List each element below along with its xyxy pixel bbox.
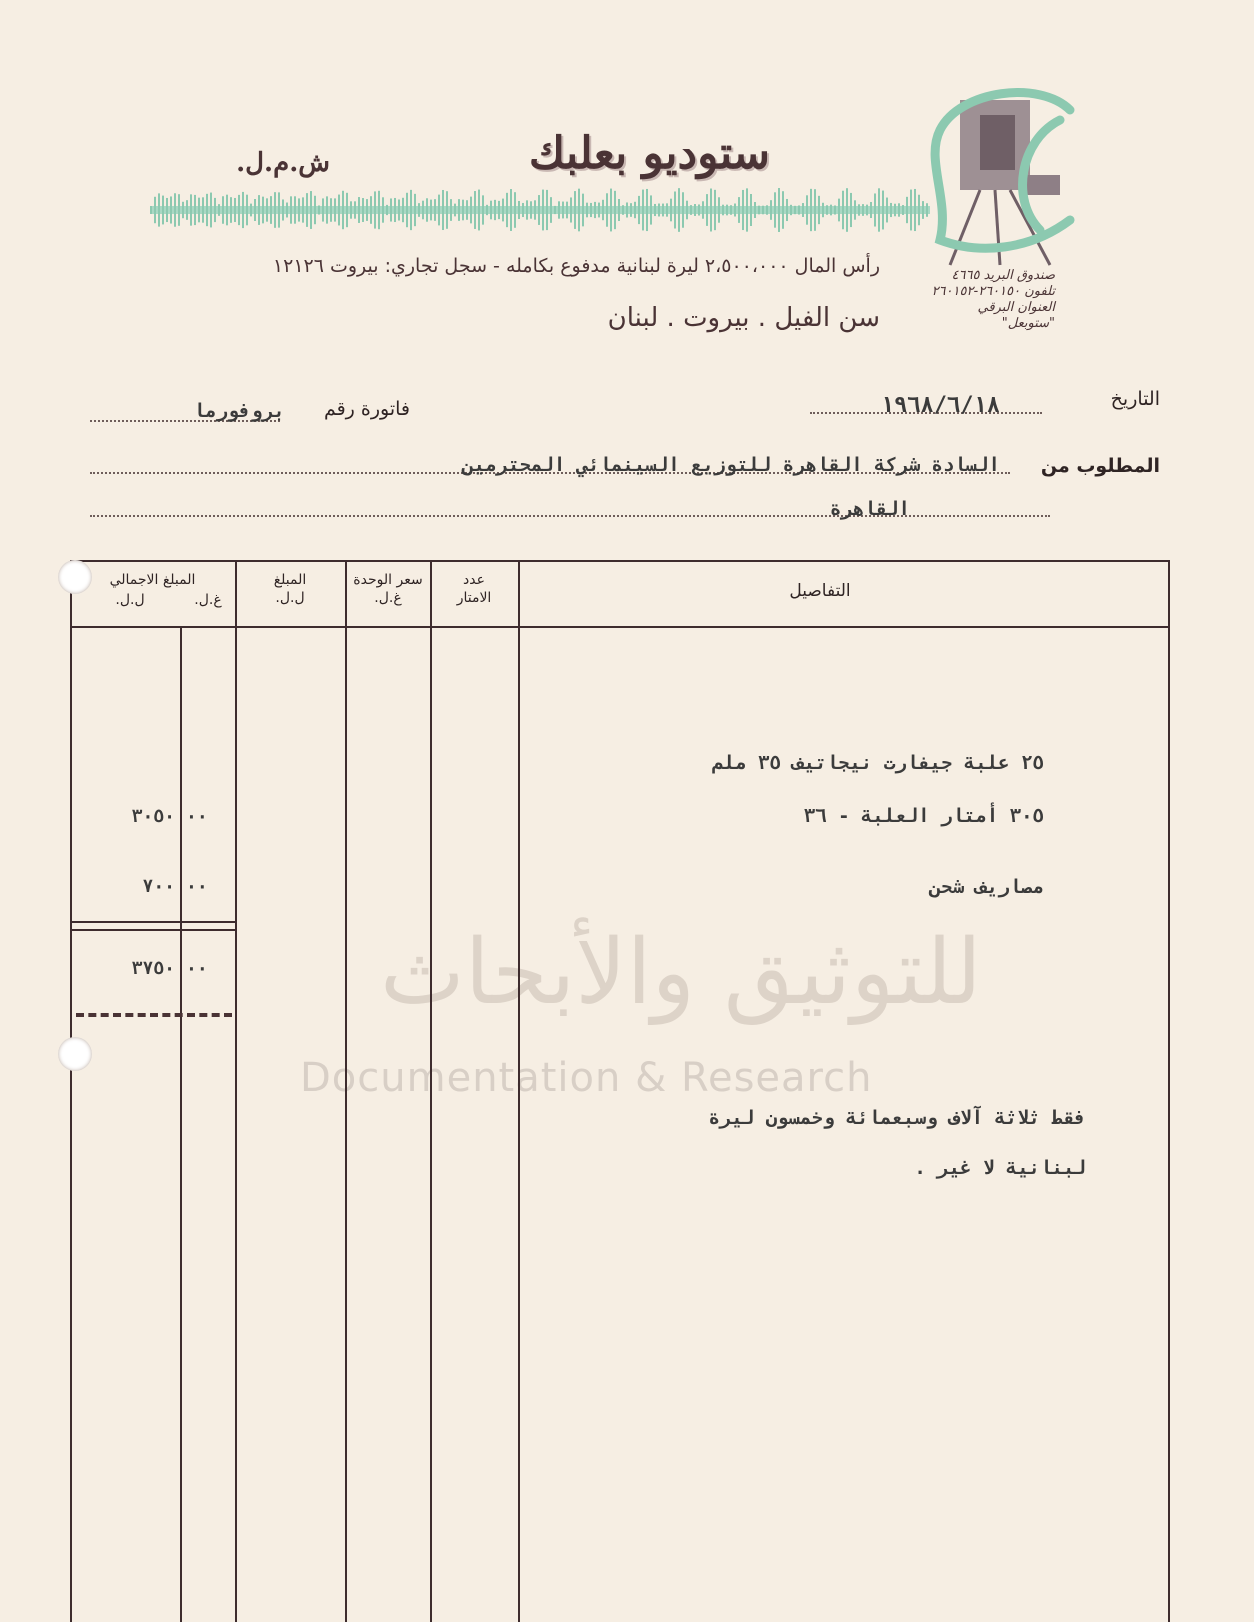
soundwave-bar (726, 205, 728, 216)
soundwave-bar (218, 204, 220, 216)
soundwave-bar (350, 201, 352, 218)
soundwave-bar (682, 192, 684, 227)
soundwave-bar (422, 201, 424, 220)
soundwave-bar (562, 202, 564, 219)
soundwave-bar (654, 204, 656, 216)
soundwave-bar (902, 205, 904, 215)
soundwave-bar (774, 192, 776, 227)
pobox-line: صندوق البريد ٤٦٦٥ (951, 268, 1055, 283)
soundwave-bar (178, 194, 180, 226)
soundwave-bar (510, 189, 512, 231)
soundwave-bar (718, 197, 720, 222)
soundwave-bar (878, 188, 880, 231)
soundwave-bar (826, 205, 828, 215)
soundwave-bar (270, 196, 272, 224)
soundwave-bar (742, 190, 744, 230)
row-amount-gl: ٠٠ (186, 876, 208, 897)
soundwave-bar (234, 198, 236, 222)
punch-hole (58, 1037, 92, 1071)
telegraph-line: العنوان البرقي "ستوبعل" (977, 300, 1055, 331)
soundwave-bar (170, 196, 172, 223)
soundwave-bar (890, 203, 892, 217)
soundwave-bar (474, 191, 476, 229)
soundwave-bar (798, 205, 800, 214)
soundwave-bar (646, 189, 648, 231)
soundwave-bar (274, 192, 276, 228)
soundwave-bar (530, 201, 532, 218)
contact-block (925, 268, 1055, 332)
soundwave-bar (658, 204, 660, 217)
soundwave-bar (706, 194, 708, 226)
soundwave-bar (614, 191, 616, 229)
soundwave-bar (326, 196, 328, 223)
soundwave-bar (250, 204, 252, 217)
row-amount-gl: ٠٠ (186, 806, 208, 827)
soundwave-bar (554, 206, 556, 214)
soundwave-bar (610, 189, 612, 232)
soundwave-bar (882, 191, 884, 230)
soundwave-bar (378, 191, 380, 229)
column-header-unit-price (347, 571, 429, 607)
soundwave-bar (810, 189, 812, 231)
soundwave-bar (874, 193, 876, 226)
table-left-border (70, 560, 72, 1622)
soundwave-bar (450, 199, 452, 221)
soundwave-bar (310, 191, 312, 229)
recipient-city: القاهرة (829, 498, 910, 520)
meters-header-line1: عدد (463, 572, 485, 588)
soundwave-bar (502, 199, 504, 222)
soundwave-bar (374, 191, 376, 228)
watermark-english: Documentation & Research (300, 1055, 873, 1101)
soundwave-bar (886, 198, 888, 223)
total-amount-ll: ٣٧٥٠ (131, 958, 175, 979)
amount-header-line2: ل.ل. (275, 590, 305, 606)
soundwave-bar (338, 195, 340, 226)
detail-line: مصاريف شحن (929, 876, 1044, 898)
soundwave-graphic (150, 170, 930, 250)
soundwave-bar (794, 206, 796, 214)
soundwave-bar (898, 203, 900, 216)
soundwave-bar (598, 203, 600, 218)
soundwave-bar (790, 205, 792, 215)
soundwave-bar (398, 199, 400, 220)
soundwave-bar (478, 190, 480, 231)
soundwave-bar (866, 205, 868, 216)
company-suffix: ش.م.ل. (236, 148, 330, 178)
soundwave-bar (354, 201, 356, 218)
soundwave-bar (454, 204, 456, 217)
soundwave-bar (842, 191, 844, 230)
soundwave-bar (278, 192, 280, 227)
soundwave-bar (438, 195, 440, 226)
soundwave-bar (770, 200, 772, 220)
soundwave-bar (570, 197, 572, 222)
soundwave-bar (714, 190, 716, 230)
soundwave-bar (722, 205, 724, 216)
column-divider-meters (430, 560, 432, 1622)
soundwave-bar (678, 188, 680, 232)
soundwave-bar (638, 196, 640, 224)
soundwave-bar (822, 203, 824, 217)
soundwave-bar (434, 199, 436, 221)
soundwave-bar (346, 193, 348, 227)
soundwave-bar (710, 189, 712, 232)
soundwave-bar (594, 202, 596, 218)
soundwave-bar (342, 191, 344, 229)
column-header-details: التفاصيل (789, 581, 851, 601)
soundwave-bar (330, 198, 332, 222)
date-value: ١٩٦٨/٦/١٨ (880, 393, 1000, 418)
soundwave-bar (914, 189, 916, 231)
soundwave-bar (266, 198, 268, 221)
soundwave-bar (290, 196, 292, 223)
soundwave-bar (466, 200, 468, 220)
soundwave-bar (806, 195, 808, 224)
soundwave-bar (782, 191, 784, 229)
soundwave-bar (846, 188, 848, 232)
soundwave-bar (750, 194, 752, 226)
soundwave-bar (246, 195, 248, 226)
soundwave-bar (258, 195, 260, 225)
soundwave-bar (870, 202, 872, 218)
soundwave-bar (662, 204, 664, 217)
soundwave-bar (762, 206, 764, 215)
soundwave-bar (578, 189, 580, 232)
soundwave-bar (254, 199, 256, 221)
phone-line: تلفون ٢٦٠١٥٠-٢٦٠١٥٢ (931, 284, 1055, 299)
soundwave-bar (418, 203, 420, 217)
soundwave-bar (910, 190, 912, 231)
date-label: التاريخ (1110, 388, 1160, 410)
table-right-border (1168, 560, 1170, 1622)
soundwave-bar (538, 195, 540, 225)
soundwave-bar (894, 204, 896, 217)
soundwave-bar (818, 196, 820, 224)
soundwave-bar (626, 202, 628, 217)
soundwave-bar (618, 199, 620, 221)
soundwave-bar (162, 196, 164, 225)
soundwave-bar (506, 193, 508, 227)
soundwave-bar (550, 197, 552, 223)
invoice-number-label: فاتورة رقم (323, 398, 410, 420)
soundwave-bar (862, 204, 864, 216)
total-subheader-gl: غ.ل. (194, 592, 222, 608)
soundwave-bar (518, 201, 520, 219)
soundwave-bar (702, 201, 704, 218)
soundwave-bar (182, 202, 184, 218)
soundwave-bar (358, 197, 360, 223)
soundwave-bar (426, 198, 428, 221)
soundwave-bar (526, 200, 528, 219)
soundwave-bar (802, 203, 804, 217)
soundwave-bar (190, 194, 192, 225)
soundwave-bar (522, 203, 524, 217)
soundwave-bar (286, 203, 288, 218)
invoice-number-value: بروفورما (193, 400, 285, 422)
soundwave-bar (834, 205, 836, 214)
soundwave-bar (642, 190, 644, 231)
soundwave-bar (194, 195, 196, 225)
soundwave-bar (458, 199, 460, 221)
amount-in-words-line: فقط ثلاثة آلاف وسبعمائة وخمسون ليرة (708, 1107, 1086, 1129)
unit-price-header-line1: سعر الوحدة (353, 572, 423, 588)
soundwave-bar (306, 193, 308, 227)
soundwave-bar (386, 205, 388, 215)
soundwave-bar (786, 199, 788, 221)
soundwave-bar (430, 200, 432, 221)
soundwave-bar (322, 198, 324, 221)
soundwave-bar (382, 197, 384, 222)
soundwave-bar (214, 198, 216, 222)
soundwave-bar (606, 193, 608, 226)
soundwave-bar (498, 201, 500, 219)
soundwave-bar (298, 198, 300, 221)
soundwave-bar (406, 193, 408, 227)
soundwave-bar (490, 201, 492, 220)
total-subheader-ll: ل.ل. (115, 592, 145, 608)
soundwave-bar (334, 198, 336, 221)
soundwave-bar (414, 194, 416, 226)
row-amount-ll: ٣٠٥٠ (131, 806, 175, 827)
column-divider-amount (235, 560, 237, 1622)
company-name: ستوديو بعلبك (528, 128, 770, 179)
column-header-amount (237, 571, 343, 607)
soundwave-bar (566, 202, 568, 219)
soundwave-bar (462, 200, 464, 221)
row-amount-ll: ٧٠٠ (142, 876, 175, 897)
soundwave-bar (630, 203, 632, 217)
soundwave-bar (150, 206, 152, 214)
soundwave-bar (186, 200, 188, 220)
soundwave-bar (390, 198, 392, 221)
column-header-meters (432, 571, 516, 607)
punch-hole (58, 560, 92, 594)
soundwave-bar (582, 194, 584, 227)
soundwave-bar (754, 202, 756, 218)
soundwave-bar (558, 201, 560, 218)
soundwave-bar (302, 197, 304, 222)
soundwave-bar (694, 204, 696, 216)
total-dashed-rule (76, 1013, 232, 1017)
soundwave-bar (622, 205, 624, 215)
soundwave-bar (698, 204, 700, 215)
soundwave-bar (494, 200, 496, 220)
soundwave-bar (314, 196, 316, 224)
subtotal-rule (70, 921, 235, 923)
column-header-total: المبلغ الاجمالي (109, 572, 196, 588)
soundwave-bar (202, 197, 204, 222)
soundwave-bar (650, 195, 652, 224)
soundwave-bar (174, 193, 176, 226)
recipient-name: السادة شركة القاهرة للتوزيع السينمائي المحترمين (462, 454, 1000, 476)
soundwave-bar (838, 199, 840, 222)
soundwave-bar (482, 195, 484, 224)
column-divider-unit-price (345, 560, 347, 1622)
soundwave-bar (778, 188, 780, 232)
soundwave-bar (486, 205, 488, 215)
soundwave-bar (534, 200, 536, 219)
meters-header-line2: الامتار (456, 590, 492, 606)
soundwave-bar (546, 190, 548, 230)
detail-line: ٢٥ علبة جيفارت نيجاتيف ٣٥ ملم (712, 752, 1044, 774)
soundwave-bar (262, 197, 264, 224)
requested-from-label: المطلوب من (1040, 455, 1160, 477)
subtotal-rule-2 (70, 929, 235, 931)
soundwave-bar (602, 200, 604, 220)
soundwave-bar (758, 206, 760, 215)
soundwave-bar (730, 205, 732, 215)
soundwave-bar (318, 205, 320, 214)
soundwave-bar (442, 190, 444, 230)
soundwave-bar (542, 190, 544, 231)
soundwave-bar (238, 195, 240, 225)
capital-line: رأس المال ٢،٥٠٠،٠٠٠ ليرة لبنانية مدفوع بكامله - سجل تجاري: بيروت ١٢١٢٦ (272, 255, 880, 277)
soundwave-bar (222, 196, 224, 224)
soundwave-bar (198, 198, 200, 223)
soundwave-bar (394, 198, 396, 222)
camera-logo-icon (920, 80, 1090, 270)
soundwave-bar (282, 199, 284, 220)
soundwave-bar (734, 204, 736, 217)
soundwave-bar (242, 192, 244, 228)
soundwave-bar (738, 197, 740, 223)
unit-price-header-line2: غ.ل. (374, 590, 402, 606)
soundwave-bar (210, 193, 212, 228)
amount-in-words-line: لبنانية لا غير . (914, 1157, 1086, 1179)
soundwave-bar (666, 203, 668, 216)
soundwave-bar (674, 191, 676, 228)
soundwave-bar (850, 193, 852, 227)
soundwave-bar (814, 189, 816, 231)
soundwave-bar (158, 193, 160, 226)
column-divider-details (518, 560, 520, 1622)
detail-line: ٣٠٥ أمتار العلبة - ٣٦ (803, 805, 1044, 827)
soundwave-bar (586, 203, 588, 218)
soundwave-bar (514, 192, 516, 228)
soundwave-bar (746, 188, 748, 231)
amount-header-line1: المبلغ (273, 572, 307, 588)
soundwave-bar (230, 197, 232, 223)
soundwave-bar (766, 205, 768, 214)
soundwave-bar (370, 196, 372, 224)
company-address: سن الفيل . بيروت . لبنان (607, 303, 880, 333)
soundwave-bar (858, 204, 860, 215)
soundwave-bar (154, 197, 156, 223)
soundwave-bar (470, 197, 472, 224)
soundwave-bar (226, 195, 228, 226)
watermark-arabic: للتوثيق والأبحاث (380, 920, 982, 1025)
soundwave-bar (686, 201, 688, 220)
soundwave-bar (854, 200, 856, 219)
soundwave-bar (670, 199, 672, 222)
soundwave-bar (294, 196, 296, 223)
soundwave-bar (590, 203, 592, 217)
letterhead (0, 0, 1254, 360)
soundwave-bar (410, 190, 412, 230)
soundwave-bar (634, 202, 636, 218)
soundwave-bar (830, 205, 832, 216)
soundwave-bar (906, 197, 908, 223)
soundwave-bar (690, 205, 692, 215)
soundwave-bar (402, 198, 404, 222)
soundwave-bar (366, 199, 368, 221)
soundwave-bar (166, 198, 168, 222)
soundwave-bar (206, 194, 208, 226)
total-amount-gl: ٠٠ (186, 958, 208, 979)
soundwave-bar (574, 191, 576, 229)
soundwave-bar (362, 198, 364, 222)
soundwave-bar (446, 191, 448, 229)
total-subcolumn-divider (180, 626, 182, 1622)
